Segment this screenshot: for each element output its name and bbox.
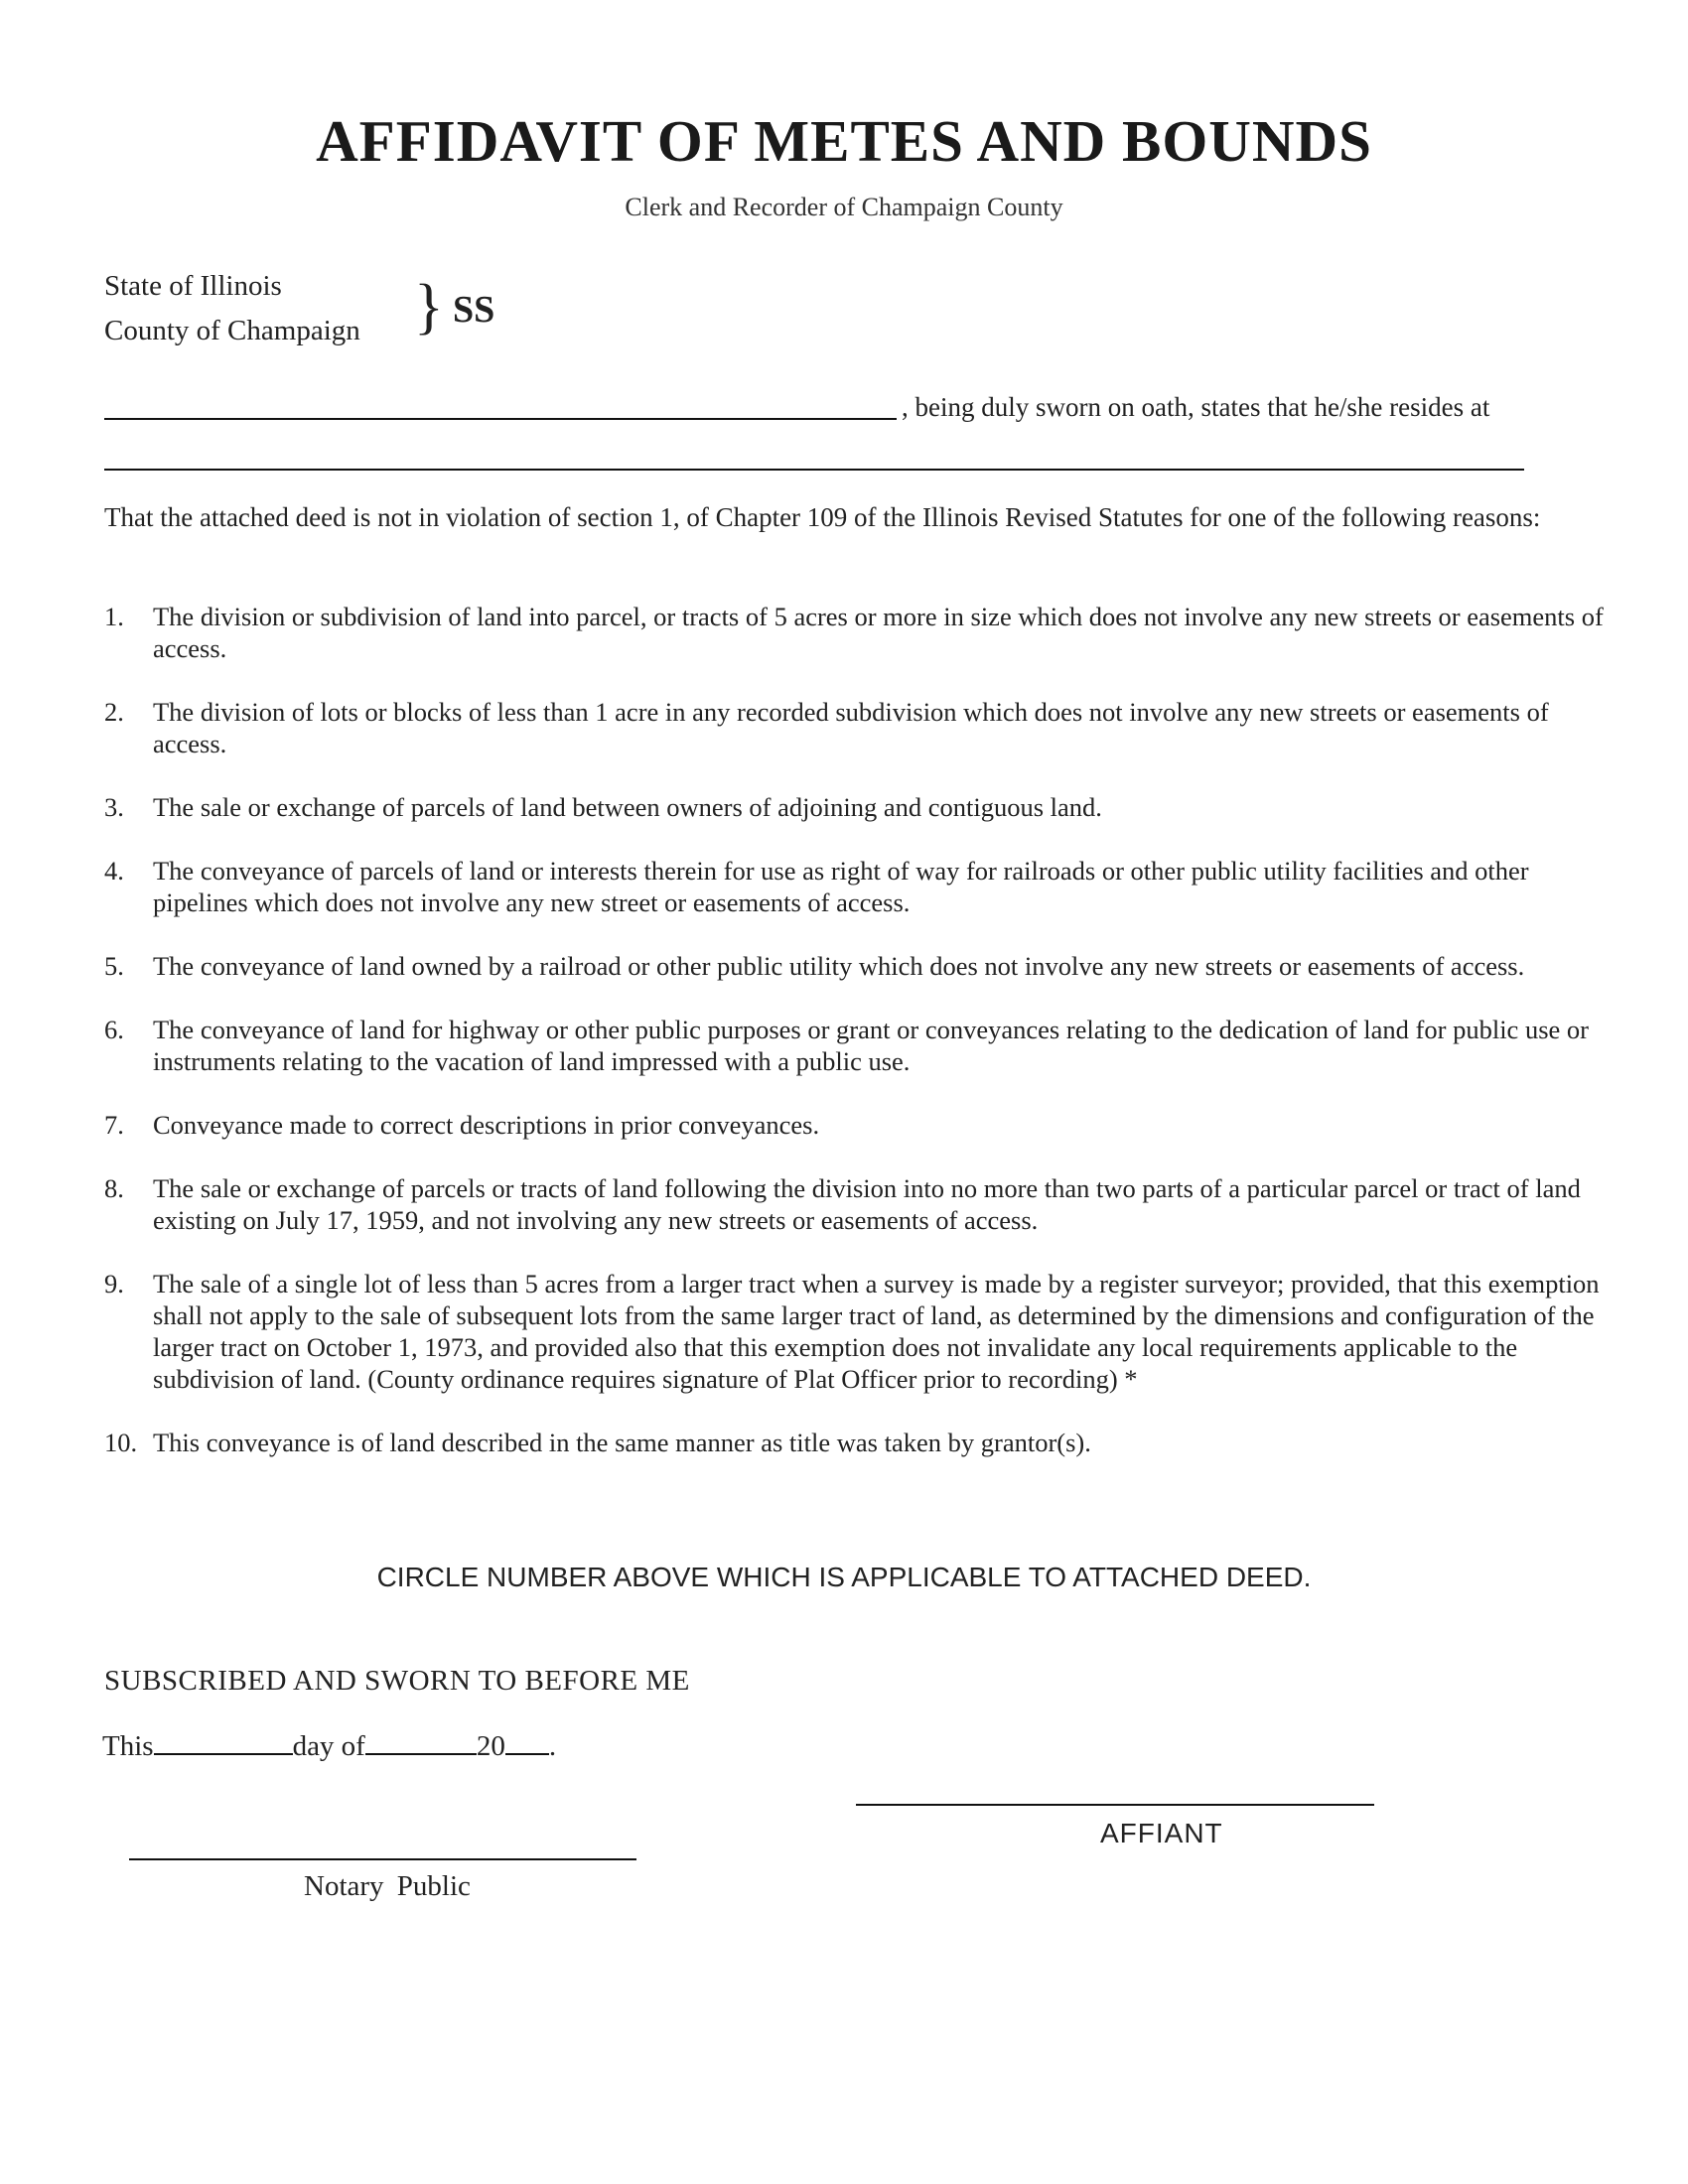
reason-item-3[interactable] [104, 791, 1614, 823]
venue-ss: SS [453, 289, 495, 331]
venue-state: State of Illinois [104, 270, 282, 302]
this-label: This [102, 1730, 154, 1762]
reason-item-2[interactable] [104, 696, 1614, 759]
reason-text: The conveyance of land owned by a railroad or other public utility which does not involve any new streets or easements of access. [153, 951, 1525, 981]
reason-item-9[interactable] [104, 1268, 1614, 1395]
reason-item-8[interactable] [104, 1172, 1614, 1236]
reason-number: 8. [104, 1173, 124, 1203]
reasons-list [104, 601, 1614, 1490]
affiant-name-field[interactable] [104, 418, 897, 420]
reason-item-10[interactable] [104, 1427, 1614, 1458]
reason-number: 3. [104, 792, 124, 822]
reason-text: The division of lots or blocks of less than 1 acre in any recorded subdivision which does not involve any new streets or easements of access. [153, 697, 1549, 758]
reason-text: The sale or exchange of parcels or tracts of land following the division into no more than two parts of a particular parcel or tract of land existing on July 17, 1959, and not involving any new streets or easements of access. [153, 1173, 1581, 1235]
document-title: AFFIDAVIT OF METES AND BOUNDS [316, 108, 1372, 174]
reason-number: 10. [104, 1428, 138, 1457]
date-period: . [548, 1730, 557, 1762]
reason-number: 4. [104, 856, 124, 886]
year-field[interactable] [505, 1729, 549, 1755]
reason-text: The sale or exchange of parcels of land between owners of adjoining and contiguous land. [153, 792, 1102, 822]
affiant-signature-field[interactable] [856, 1804, 1374, 1806]
reason-item-1[interactable] [104, 601, 1614, 664]
reason-text: Conveyance made to correct descriptions in prior conveyances. [153, 1110, 820, 1140]
year-prefix: 20 [476, 1730, 505, 1762]
reason-text: The sale of a single lot of less than 5 acres from a larger tract when a survey is made by a register surveyor; provided, that this exemption shall not apply to the sale of subsequent lots from the same larger tract of land, as determined by the dimensions and configuration of the larger tract on October 1, 1973, and provided also that this exemption does not invalidate any local requirements applicable to the subdivision of land. (County ordinance requires signature of Plat Officer prior to recording) * [153, 1269, 1600, 1394]
venue-county: County of Champaign [104, 315, 360, 346]
reason-number: 2. [104, 697, 124, 727]
reason-item-7[interactable] [104, 1109, 1614, 1141]
affiant-label: AFFIANT [1100, 1818, 1223, 1848]
document-subtitle: Clerk and Recorder of Champaign County [625, 193, 1063, 221]
reason-number: 5. [104, 951, 124, 981]
oath-statement: , being duly sworn on oath, states that he/she resides at [902, 392, 1490, 422]
reason-text: The conveyance of land for highway or other public purposes or grant or conveyances relating to the dedication of land for public use or instruments relating to the vacation of land impressed with a public use. [153, 1015, 1589, 1076]
reason-number: 1. [104, 602, 124, 631]
circle-instruction: CIRCLE NUMBER ABOVE WHICH IS APPLICABLE TO ATTACHED DEED. [376, 1562, 1312, 1592]
jurat-date-line [102, 1729, 556, 1763]
reason-text: This conveyance is of land described in the same manner as title was taken by grantor(s). [153, 1428, 1091, 1457]
reason-item-5[interactable] [104, 950, 1614, 982]
day-field[interactable] [154, 1729, 293, 1755]
reason-number: 7. [104, 1110, 124, 1140]
venue-brace: } [414, 273, 444, 341]
reason-number: 9. [104, 1269, 124, 1298]
notary-label: Notary Public [304, 1870, 471, 1902]
reason-text: The conveyance of parcels of land or interests therein for use as right of way for railroads or other public utility facilities and other pipelines which does not involve any new street or easements of access. [153, 856, 1529, 917]
intro-paragraph: That the attached deed is not in violation of section 1, of Chapter 109 of the Illinois Revised Statutes for one of the following reasons: [104, 502, 1541, 532]
notary-signature-field[interactable] [129, 1858, 636, 1860]
reason-item-6[interactable] [104, 1014, 1614, 1077]
day-of-label: day of [292, 1730, 365, 1762]
reason-text: The division or subdivision of land into parcel, or tracts of 5 acres or more in size which does not involve any new streets or easements of access. [153, 602, 1604, 663]
residence-address-field[interactable] [104, 469, 1524, 471]
reason-item-4[interactable] [104, 855, 1614, 918]
reason-number: 6. [104, 1015, 124, 1044]
jurat-heading: SUBSCRIBED AND SWORN TO BEFORE ME [104, 1665, 690, 1697]
month-field[interactable] [365, 1729, 477, 1755]
